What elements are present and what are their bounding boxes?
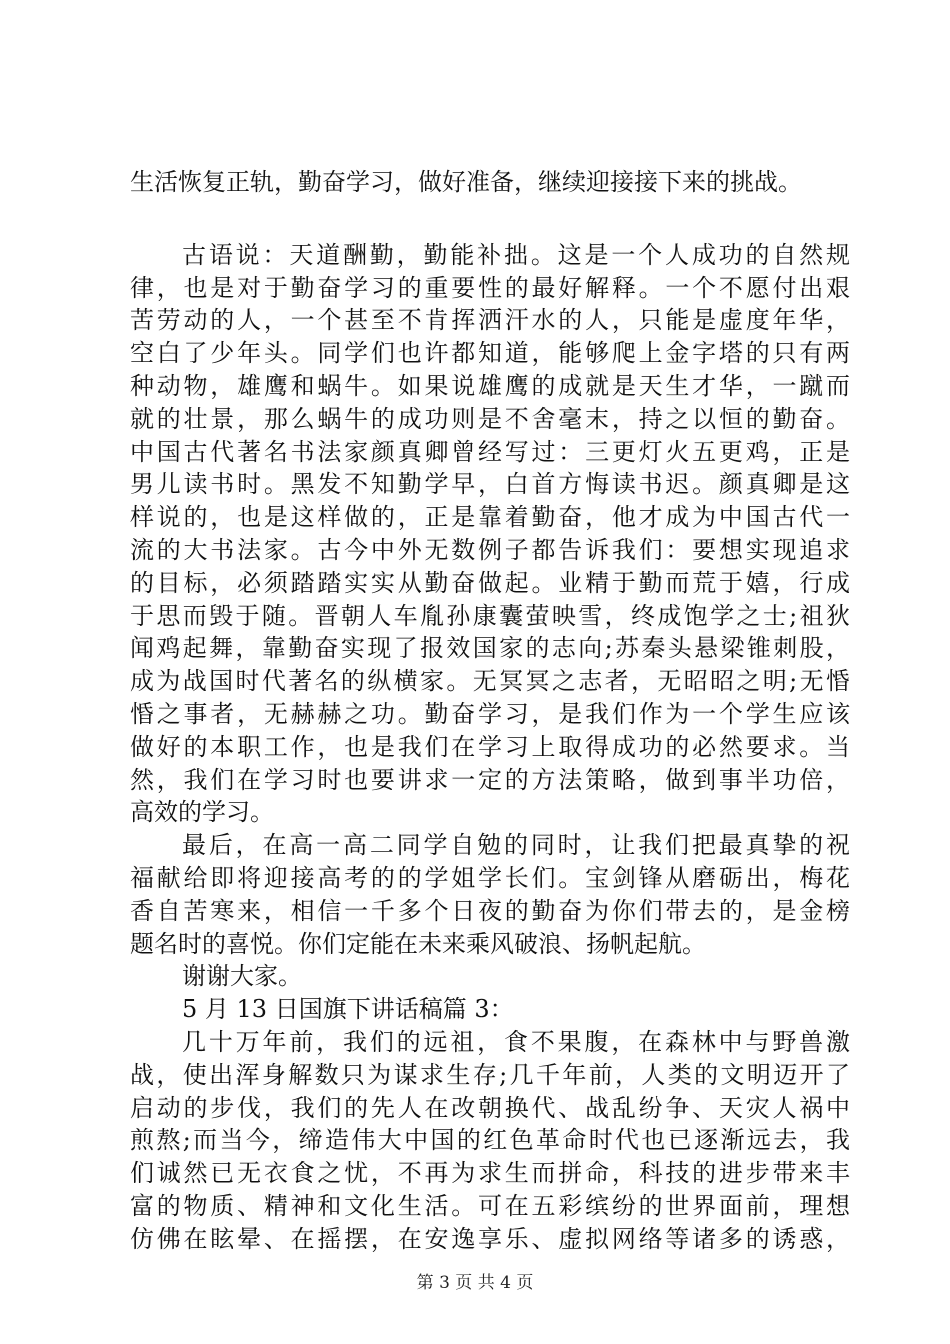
opening-line: 生活恢复正轨，勤奋学习，做好准备，继续迎接接下来的挑战。	[130, 168, 802, 196]
paragraph-line: 中国古代著名书法家颜真卿曾经写过：三更灯火五更鸡，正是	[130, 437, 850, 466]
paragraph-line: 战，使出浑身解数只为谋求生存;几千年前，人类的文明迈开了	[130, 1060, 850, 1089]
paragraph-line: 样说的，也是这样做的，正是靠着勤奋，他才成为中国古代一	[130, 503, 850, 532]
paragraph-line: 几十万年前，我们的远祖，食不果腹，在森林中与野兽激	[182, 1027, 850, 1056]
paragraph-line: 就的壮景，那么蜗牛的成功则是不舍毫末，持之以恒的勤奋。	[130, 404, 850, 433]
paragraph-line: 惛之事者，无赫赫之功。勤奋学习，是我们作为一个学生应该	[130, 699, 850, 728]
paragraph-line: 古语说：天道酬勤，勤能补拙。这是一个人成功的自然规	[182, 240, 850, 269]
paragraph-line: 于思而毁于随。晋朝人车胤孙康囊萤映雪，终成饱学之士;祖狄	[130, 601, 850, 630]
paragraph-line: 香自苦寒来，相信一千多个日夜的勤奋为你们带去的，是金榜	[130, 896, 850, 925]
paragraph-line: 做好的本职工作，也是我们在学习上取得成功的必然要求。当	[130, 732, 850, 761]
paragraph-line: 然，我们在学习时也要讲求一定的方法策略，做到事半功倍，	[130, 765, 850, 794]
paragraph-line: 男儿读书时。黑发不知勤学早，白首方悔读书迟。颜真卿是这	[130, 470, 850, 499]
paragraph-line: 福献给即将迎接高考的的学姐学长们。宝剑锋从磨砺出，梅花	[130, 863, 850, 892]
paragraph-line: 苦劳动的人，一个甚至不肯挥洒汗水的人，只能是虚度年华，	[130, 306, 850, 335]
paragraph-line: 流的大书法家。古今中外无数例子都告诉我们：要想实现追求	[130, 535, 850, 564]
paragraph-line: 成为战国时代著名的纵横家。无冥冥之志者，无昭昭之明;无惛	[130, 667, 850, 696]
paragraph-line: 高效的学习。	[130, 798, 274, 827]
section-heading: 5 月 13 日国旗下讲话稿篇 3：	[182, 995, 514, 1024]
paragraph-line: 闻鸡起舞，靠勤奋实现了报效国家的志向;苏秦头悬梁锥刺股，	[130, 634, 850, 663]
paragraph-line: 煎熬;而当今，缔造伟大中国的红色革命时代也已逐渐远去，我	[130, 1126, 850, 1155]
thanks-line: 谢谢大家。	[182, 962, 302, 991]
paragraph-3	[130, 1026, 850, 1256]
paragraph-line: 启动的步伐，我们的先人在改朝换代、战乱纷争、天灾人祸中	[130, 1093, 850, 1122]
paragraph-line: 最后，在高一高二同学自勉的同时，让我们把最真挚的祝	[182, 831, 850, 860]
paragraph-line: 律，也是对于勤奋学习的重要性的最好解释。一个不愿付出艰	[130, 273, 850, 302]
page-number-footer: 第 3 页 共 4 页	[416, 1273, 534, 1293]
paragraph-line: 种动物，雄鹰和蜗牛。如果说雄鹰的成就是天生才华，一蹴而	[130, 371, 850, 400]
document-body	[130, 166, 850, 1256]
paragraph-line: 们诚然已无衣食之忧，不再为求生而拼命，科技的进步带来丰	[130, 1159, 850, 1188]
paragraph-gap	[130, 199, 850, 239]
paragraph-line: 题名时的喜悦。你们定能在未来乘风破浪、扬帆起航。	[130, 929, 706, 958]
paragraph-1	[130, 239, 850, 829]
paragraph-2	[130, 829, 850, 960]
paragraph-line: 的目标，必须踏踏实实从勤奋做起。业精于勤而荒于嬉，行成	[130, 568, 850, 597]
paragraph-line: 富的物质、精神和文化生活。可在五彩缤纷的世界面前，理想	[130, 1191, 850, 1220]
paragraph-line: 仿佛在眩晕、在摇摆，在安逸享乐、虚拟网络等诸多的诱惑，	[130, 1224, 850, 1253]
paragraph-line: 空白了少年头。同学们也许都知道，能够爬上金字塔的只有两	[130, 339, 850, 368]
